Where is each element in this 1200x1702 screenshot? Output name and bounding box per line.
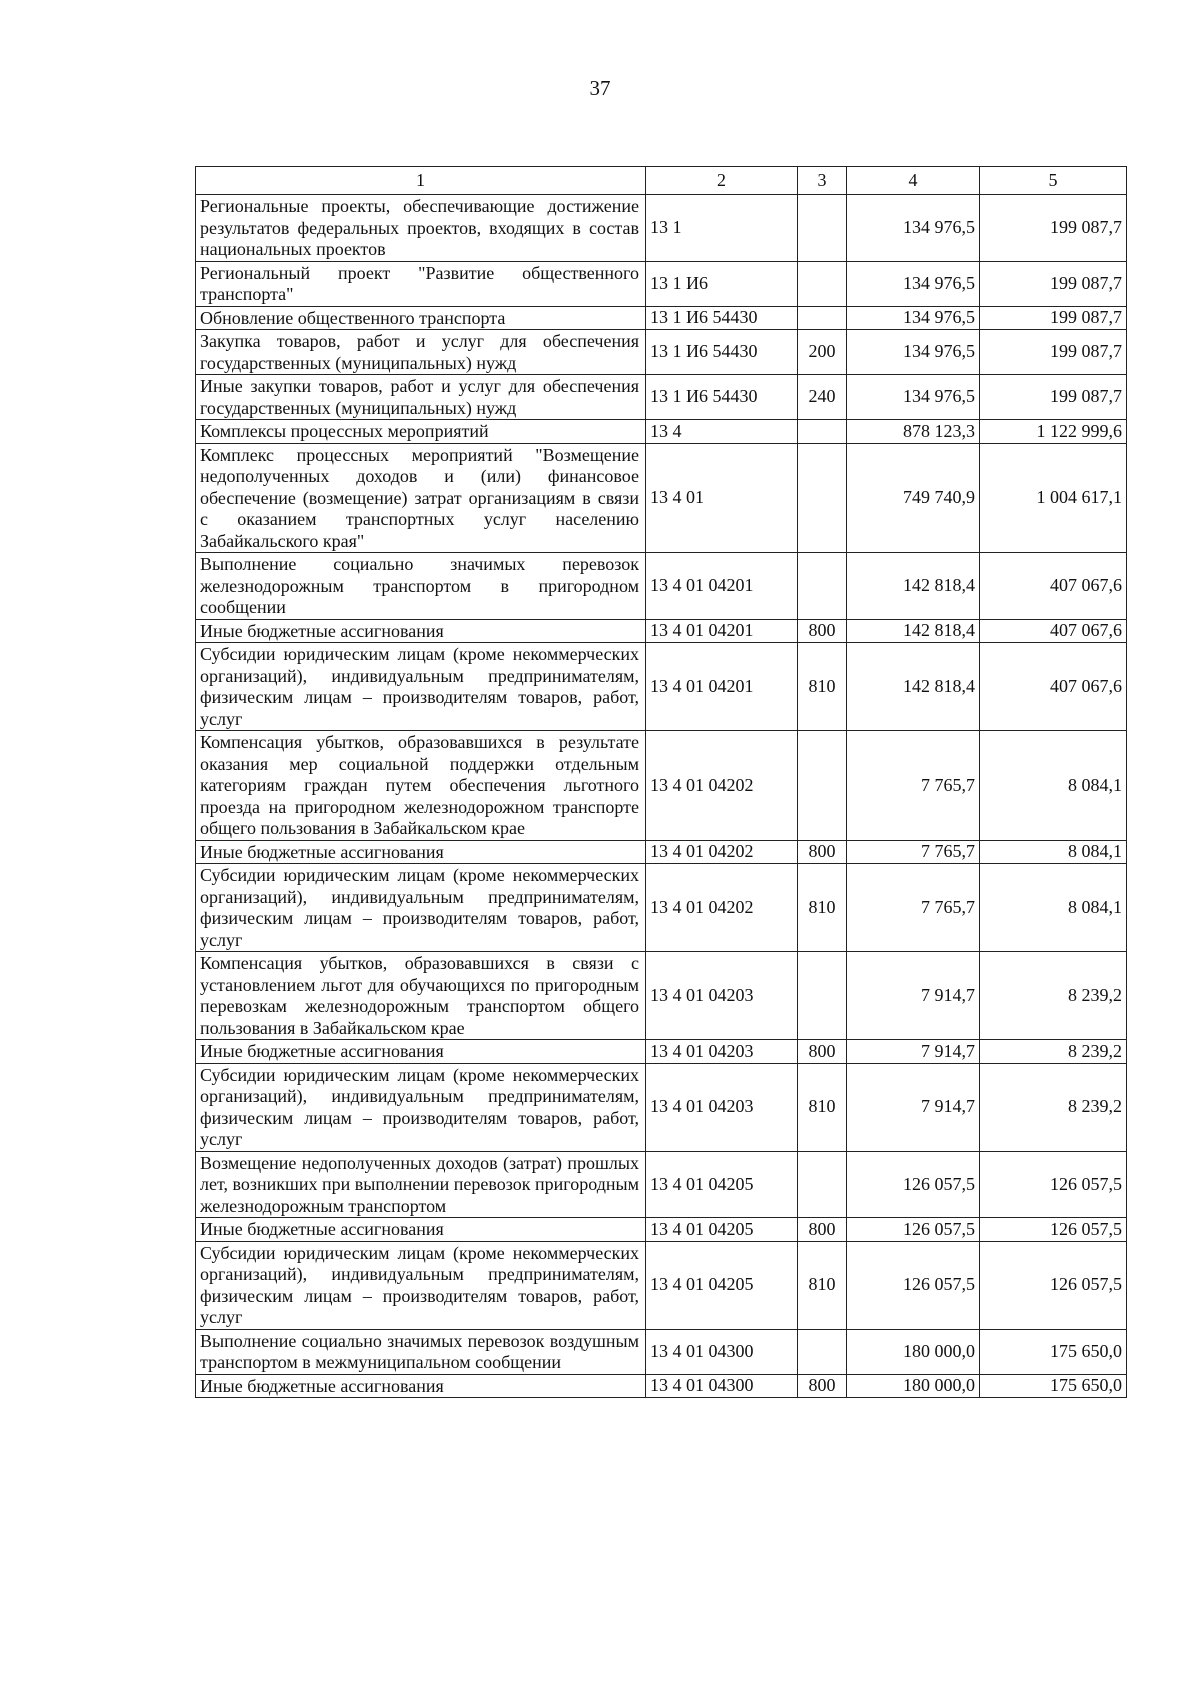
row-amount-col5: 199 087,7 [980, 261, 1127, 306]
row-expense-type [798, 443, 847, 553]
row-amount-col5: 1 004 617,1 [980, 443, 1127, 553]
row-name: Региональный проект "Развитие общественного транспорта" [196, 261, 646, 306]
row-code: 13 1 [646, 195, 798, 262]
row-amount-col5: 1 122 999,6 [980, 420, 1127, 444]
row-amount-col5: 175 650,0 [980, 1329, 1127, 1374]
row-amount-col5: 8 084,1 [980, 840, 1127, 864]
table-row [196, 330, 1127, 375]
row-amount-col4: 7 914,7 [847, 952, 980, 1040]
table-row [196, 1063, 1127, 1151]
row-code: 13 4 01 04205 [646, 1241, 798, 1329]
row-expense-type: 800 [798, 1218, 847, 1242]
row-code: 13 4 01 04201 [646, 553, 798, 620]
row-amount-col5: 199 087,7 [980, 306, 1127, 330]
row-code: 13 4 01 04300 [646, 1374, 798, 1398]
table-header-row [196, 167, 1127, 195]
row-name: Иные бюджетные ассигнования [196, 840, 646, 864]
table-body [196, 167, 1127, 1398]
row-expense-type: 810 [798, 864, 847, 952]
row-amount-col5: 126 057,5 [980, 1218, 1127, 1242]
column-header-5: 5 [980, 167, 1127, 195]
row-code: 13 4 [646, 420, 798, 444]
row-expense-type [798, 553, 847, 620]
row-amount-col5: 175 650,0 [980, 1374, 1127, 1398]
row-amount-col4: 126 057,5 [847, 1151, 980, 1218]
row-amount-col4: 142 818,4 [847, 643, 980, 731]
row-name: Субсидии юридическим лицам (кроме некоммерческих организаций), индивидуальным предпринимателям, физическим лицам – производителям товаров, работ, услуг [196, 1063, 646, 1151]
row-code: 13 4 01 [646, 443, 798, 553]
row-amount-col4: 7 914,7 [847, 1063, 980, 1151]
row-name: Субсидии юридическим лицам (кроме некоммерческих организаций), индивидуальным предпринимателям, физическим лицам – производителям товаров, работ, услуг [196, 643, 646, 731]
row-expense-type: 810 [798, 1063, 847, 1151]
row-amount-col4: 126 057,5 [847, 1218, 980, 1242]
table-row [196, 1040, 1127, 1064]
row-amount-col4: 7 765,7 [847, 840, 980, 864]
row-name: Субсидии юридическим лицам (кроме некоммерческих организаций), индивидуальным предпринимателям, физическим лицам – производителям товаров, работ, услуг [196, 1241, 646, 1329]
table-row [196, 1329, 1127, 1374]
table-row [196, 195, 1127, 262]
row-amount-col5: 407 067,6 [980, 619, 1127, 643]
table-row [196, 261, 1127, 306]
row-code: 13 4 01 04202 [646, 840, 798, 864]
row-expense-type: 800 [798, 619, 847, 643]
row-expense-type [798, 952, 847, 1040]
row-name: Иные закупки товаров, работ и услуг для обеспечения государственных (муниципальных) нужд [196, 375, 646, 420]
table-row [196, 1218, 1127, 1242]
row-name: Возмещение недополученных доходов (затрат) прошлых лет, возникших при выполнении перевозок пригородным железнодорожным транспортом [196, 1151, 646, 1218]
table-row [196, 420, 1127, 444]
row-expense-type [798, 195, 847, 262]
table-row [196, 643, 1127, 731]
row-expense-type [798, 420, 847, 444]
row-expense-type: 800 [798, 1374, 847, 1398]
row-amount-col5: 199 087,7 [980, 195, 1127, 262]
row-amount-col5: 126 057,5 [980, 1151, 1127, 1218]
row-name: Комплексы процессных мероприятий [196, 420, 646, 444]
row-expense-type [798, 261, 847, 306]
row-amount-col5: 407 067,6 [980, 553, 1127, 620]
row-amount-col4: 7 914,7 [847, 1040, 980, 1064]
row-amount-col5: 407 067,6 [980, 643, 1127, 731]
page-number: 37 [589, 76, 611, 100]
row-code: 13 4 01 04300 [646, 1329, 798, 1374]
table-row [196, 1374, 1127, 1398]
table-row [196, 952, 1127, 1040]
table-row [196, 375, 1127, 420]
row-amount-col5: 199 087,7 [980, 330, 1127, 375]
row-amount-col4: 7 765,7 [847, 731, 980, 841]
row-amount-col5: 126 057,5 [980, 1241, 1127, 1329]
row-name: Выполнение социально значимых перевозок воздушным транспортом в межмуниципальном сообщении [196, 1329, 646, 1374]
row-amount-col4: 878 123,3 [847, 420, 980, 444]
row-amount-col4: 134 976,5 [847, 306, 980, 330]
table-row [196, 1151, 1127, 1218]
row-code: 13 4 01 04202 [646, 731, 798, 841]
row-amount-col5: 8 239,2 [980, 1063, 1127, 1151]
row-amount-col4: 142 818,4 [847, 619, 980, 643]
table-row [196, 306, 1127, 330]
row-name: Субсидии юридическим лицам (кроме некоммерческих организаций), индивидуальным предпринимателям, физическим лицам – производителям товаров, работ, услуг [196, 864, 646, 952]
column-header-4: 4 [847, 167, 980, 195]
row-name: Закупка товаров, работ и услуг для обеспечения государственных (муниципальных) нужд [196, 330, 646, 375]
row-name: Компенсация убытков, образовавшихся в связи с установлением льгот для обучающихся по пригородным перевозкам железнодорожным транспортом общего пользования в Забайкальском крае [196, 952, 646, 1040]
row-name: Компенсация убытков, образовавшихся в результате оказания мер социальной поддержки отдельным категориям граждан путем обеспечения льготного проезда на пригородном железнодорожном транспорте общего пользования в Забайкальском крае [196, 731, 646, 841]
row-expense-type [798, 1329, 847, 1374]
row-amount-col4: 180 000,0 [847, 1329, 980, 1374]
row-code: 13 4 01 04205 [646, 1151, 798, 1218]
row-name: Иные бюджетные ассигнования [196, 1040, 646, 1064]
row-amount-col4: 180 000,0 [847, 1374, 980, 1398]
row-amount-col5: 8 084,1 [980, 731, 1127, 841]
row-expense-type: 810 [798, 643, 847, 731]
row-amount-col4: 142 818,4 [847, 553, 980, 620]
row-expense-type: 200 [798, 330, 847, 375]
table-row [196, 840, 1127, 864]
row-code: 13 1 И6 54430 [646, 306, 798, 330]
row-code: 13 4 01 04203 [646, 1063, 798, 1151]
row-name: Региональные проекты, обеспечивающие достижение результатов федеральных проектов, входящих в состав национальных проектов [196, 195, 646, 262]
row-expense-type: 810 [798, 1241, 847, 1329]
row-expense-type: 240 [798, 375, 847, 420]
row-amount-col5: 8 239,2 [980, 952, 1127, 1040]
row-name: Выполнение социально значимых перевозок железнодорожным транспортом в пригородном сообщении [196, 553, 646, 620]
row-code: 13 4 01 04201 [646, 619, 798, 643]
table-row [196, 553, 1127, 620]
table-row [196, 1241, 1127, 1329]
row-name: Обновление общественного транспорта [196, 306, 646, 330]
row-amount-col4: 134 976,5 [847, 330, 980, 375]
row-amount-col4: 134 976,5 [847, 261, 980, 306]
row-expense-type [798, 1151, 847, 1218]
row-expense-type [798, 306, 847, 330]
row-amount-col4: 134 976,5 [847, 195, 980, 262]
row-amount-col5: 199 087,7 [980, 375, 1127, 420]
row-amount-col5: 8 084,1 [980, 864, 1127, 952]
row-amount-col4: 7 765,7 [847, 864, 980, 952]
column-header-3: 3 [798, 167, 847, 195]
row-expense-type: 800 [798, 1040, 847, 1064]
row-code: 13 1 И6 54430 [646, 330, 798, 375]
row-expense-type: 800 [798, 840, 847, 864]
row-amount-col4: 126 057,5 [847, 1241, 980, 1329]
row-code: 13 1 И6 [646, 261, 798, 306]
table-row [196, 731, 1127, 841]
table-row [196, 619, 1127, 643]
row-code: 13 4 01 04201 [646, 643, 798, 731]
table-row [196, 864, 1127, 952]
row-name: Иные бюджетные ассигнования [196, 619, 646, 643]
budget-table [195, 166, 1127, 1398]
row-name: Иные бюджетные ассигнования [196, 1218, 646, 1242]
column-header-1: 1 [196, 167, 646, 195]
row-code: 13 4 01 04205 [646, 1218, 798, 1242]
row-code: 13 4 01 04203 [646, 1040, 798, 1064]
row-expense-type [798, 731, 847, 841]
table-row [196, 443, 1127, 553]
row-code: 13 4 01 04203 [646, 952, 798, 1040]
row-amount-col5: 8 239,2 [980, 1040, 1127, 1064]
row-amount-col4: 749 740,9 [847, 443, 980, 553]
row-name: Иные бюджетные ассигнования [196, 1374, 646, 1398]
row-code: 13 1 И6 54430 [646, 375, 798, 420]
row-amount-col4: 134 976,5 [847, 375, 980, 420]
row-name: Комплекс процессных мероприятий "Возмещение недополученных доходов и (или) финансовое обеспечение (возмещение) затрат организациям в связи с оказанием транспортных услуг населению Забайкальского края" [196, 443, 646, 553]
row-code: 13 4 01 04202 [646, 864, 798, 952]
column-header-2: 2 [646, 167, 798, 195]
